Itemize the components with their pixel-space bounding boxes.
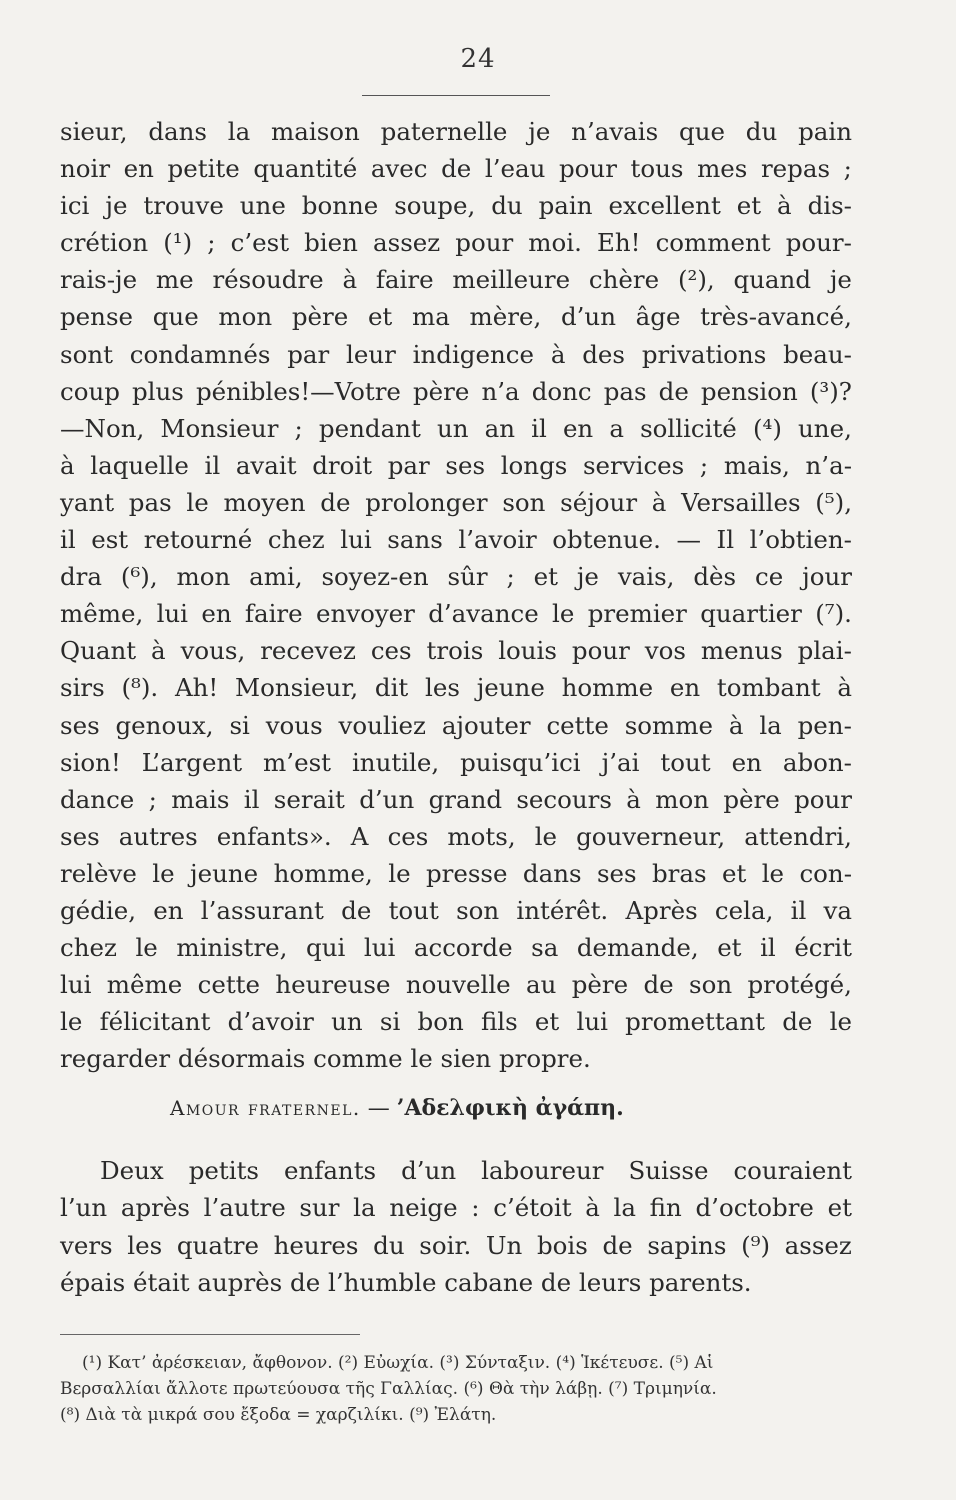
page-number: 24 [460, 44, 496, 74]
text-line: ici je trouve une bonne soupe, du pain excellent et à dis- [60, 191, 852, 221]
text-line: l’un après l’autre sur la neige : c’étoit à la fin d’octobre et [60, 1193, 852, 1223]
text-line: ses autres enfants». A ces mots, le gouverneur, attendri, [60, 821, 852, 851]
text-line: lui même cette heureuse nouvelle au père de son protégé, [60, 970, 852, 1000]
text-line: regarder désormais comme le sien propre. [60, 1044, 591, 1074]
text-line: coup plus pénibles!—Votre père n’a donc pas de pension (³)? [60, 376, 852, 406]
text-line: Deux petits enfants d’un laboureur Suisse couraient [100, 1156, 852, 1185]
footnote-line: (¹) Κατ’ ἀρέσκειαν, ἄφθονον. (²) Εὐωχία. (³) Σύνταξιν. (⁴) Ἱκέτευσε. (⁵) Αἱ [82, 1353, 714, 1373]
text-line: Quant à vous, recevez ces trois louis pour vos menus plai- [60, 636, 852, 666]
footnote-line: Βερσαλλίαι ἄλλοτε πρωτεύουσα τῆς Γαλλίας. (⁶) Θὰ τὴν λάβῃ. (⁷) Τριμηνία. [60, 1379, 717, 1399]
text-line: chez le ministre, qui lui accorde sa demande, et il écrit [60, 933, 852, 963]
text-line: sieur, dans la maison paternelle je n’avais que du pain [60, 117, 852, 146]
text-line: dra (⁶), mon ami, soyez-en sûr ; et je vais, dès ce jour [60, 562, 852, 592]
text-line: relève le jeune homme, le presse dans ses bras et le con- [60, 858, 852, 888]
heading-dash: — [360, 1096, 397, 1121]
text-line: sont condamnés par leur indigence à des privations beau- [60, 339, 852, 369]
text-line: crétion (¹) ; c’est bien assez pour moi. Eh! comment pour- [60, 228, 852, 258]
text-line: épais était auprès de l’humble cabane de leurs parents. [60, 1268, 752, 1298]
second-paragraph [60, 1152, 852, 1302]
text-line: même, lui en faire envoyer d’avance le premier quartier (⁷). [60, 599, 852, 629]
heading-greek: ’Αδελφικὴ ἀγάπη. [396, 1095, 624, 1121]
header-rule [362, 95, 550, 96]
text-line: le félicitant d’avoir un si bon fils et lui promettant de le [60, 1007, 852, 1037]
text-line: rais-je me résoudre à faire meilleure chère (²), quand je [60, 265, 852, 295]
text-line: sirs (⁸). Ah! Monsieur, dit les jeune homme en tombant à [60, 673, 852, 703]
section-heading [170, 1095, 870, 1121]
text-line: gédie, en l’assurant de tout son intérêt. Après cela, il va [60, 895, 852, 925]
text-line: sion! L’argent m’est inutile, puisqu’ici j’ai tout en abon- [60, 747, 852, 777]
text-line: dance ; mais il serait d’un grand secours à mon père pour [60, 784, 852, 814]
main-paragraph [60, 113, 852, 1077]
text-line: noir en petite quantité avec de l’eau pour tous mes repas ; [60, 154, 852, 184]
footnote-line: (⁸) Διὰ τὰ μικρά σου ἔξοδα = χαρζιλίκι. (⁹) Ἐλάτη. [60, 1405, 497, 1425]
text-line: vers les quatre heures du soir. Un bois de sapins (⁹) assez [60, 1230, 852, 1260]
text-line: yant pas le moyen de prolonger son séjour à Versailles (⁵), [60, 487, 852, 517]
text-line: —Non, Monsieur ; pendant un an il en a sollicité (⁴) une, [60, 413, 852, 443]
text-line: ses genoux, si vous vouliez ajouter cette somme à la pen- [60, 710, 852, 740]
heading-french: Amour fraternel. [170, 1096, 361, 1120]
text-line: il est retourné chez lui sans l’avoir obtenue. — Il l’obtien- [60, 525, 852, 555]
footnotes [60, 1350, 860, 1428]
text-line: pense que mon père et ma mère, d’un âge très-avancé, [60, 302, 852, 332]
text-line: à laquelle il avait droit par ses longs services ; mais, n’a- [60, 450, 852, 480]
footnote-rule [60, 1334, 360, 1335]
